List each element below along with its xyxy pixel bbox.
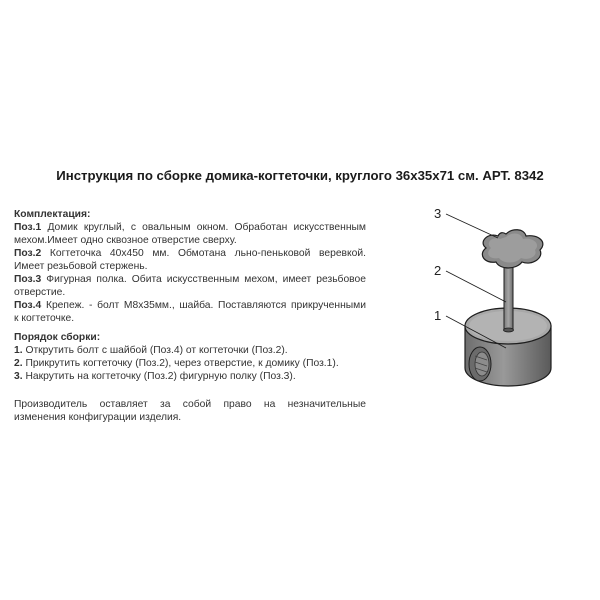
svg-text:2: 2 bbox=[434, 263, 442, 278]
kit-item-1 bbox=[14, 221, 366, 247]
callout-2 bbox=[434, 263, 506, 302]
callout-3 bbox=[434, 206, 498, 238]
kit-section bbox=[14, 208, 366, 325]
cat-house-illustration bbox=[420, 198, 590, 398]
kit-item-text: Когтеточка 40х450 мм. Обмотана льно-пеньковой веревкой. bbox=[41, 248, 366, 259]
svg-text:1: 1 bbox=[434, 308, 442, 323]
oval-window bbox=[469, 347, 491, 381]
disclaimer bbox=[14, 398, 366, 424]
assembly-step: 1. Открутить болт с шайбой (Поз.4) от когтеточки (Поз.2). bbox=[14, 345, 288, 356]
kit-item-label: Поз.2 bbox=[14, 248, 42, 259]
kit-item-text: Фигурная полка. Обита искусственным мехом, имеет резьбовое bbox=[41, 274, 366, 285]
assembly-heading: Порядок сборки: bbox=[14, 332, 101, 343]
assembly-step: 3. Накрутить на когтеточку (Поз.2) фигурную полку (Поз.3). bbox=[14, 371, 296, 382]
assembly-step: 2. Прикрутить когтеточку (Поз.2), через отверстие, к домику (Поз.1). bbox=[14, 358, 339, 369]
svg-text:3: 3 bbox=[434, 206, 442, 221]
kit-heading: Комплектация: bbox=[14, 209, 91, 220]
kit-item-2 bbox=[14, 247, 366, 273]
kit-item-label: Поз.3 bbox=[14, 274, 42, 285]
disclaimer-line: изменения конфигурации изделия. bbox=[14, 412, 182, 423]
assembly-section bbox=[14, 331, 366, 383]
kit-item-label: Поз.4 bbox=[14, 300, 42, 311]
kit-item-3 bbox=[14, 273, 366, 299]
scratching-post bbox=[504, 260, 514, 332]
kit-item-4 bbox=[14, 299, 366, 325]
kit-item-text: Домик круглый, с овальным окном. Обработан искусственным bbox=[41, 222, 366, 233]
kit-item-text-cont: мехом.Имеет одно сквозное отверстие сверху. bbox=[14, 235, 237, 246]
disclaimer-line: Производитель оставляет за собой право на незначительные bbox=[14, 399, 366, 410]
kit-item-label: Поз.1 bbox=[14, 222, 42, 233]
kit-item-text-cont: к когтеточке. bbox=[14, 313, 75, 324]
kit-item-text-cont: отверстие. bbox=[14, 287, 66, 298]
kit-item-text-cont: Имеет резьбовой стержень. bbox=[14, 261, 148, 272]
page-title: Инструкция по сборке домика-когтеточки, круглого 36х35х71 см. АРТ. 8342 bbox=[56, 168, 544, 183]
kit-item-text: Крепеж. - болт М8х35мм., шайба. Поставляются прикрученными bbox=[41, 300, 366, 311]
